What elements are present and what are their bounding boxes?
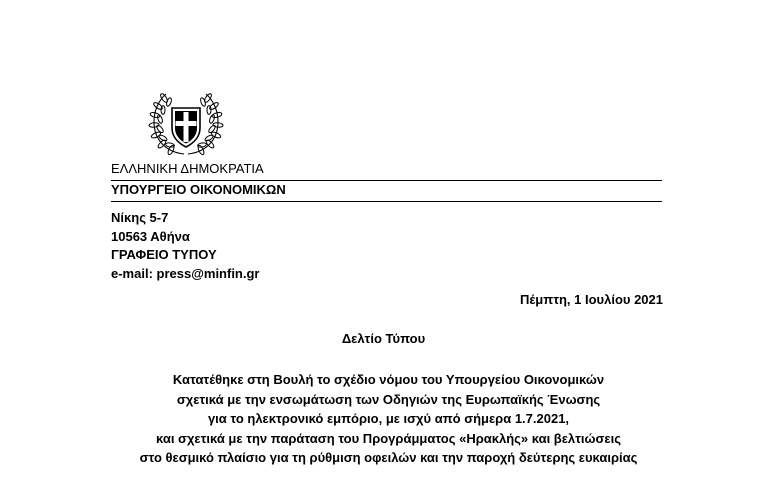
divider-bottom	[111, 201, 662, 202]
ministry-name: ΥΠΟΥΡΓΕΙΟ ΟΙΚΟΝΟΜΙΚΩΝ	[111, 182, 286, 197]
headline-line: για το ηλεκτρονικό εμπόριο, με ισχύ από σήμερα 1.7.2021,	[207, 411, 570, 427]
headline-line: Κατατέθηκε στη Βουλή το σχέδιο νόμου του Υπουργείου Οικονομικών	[172, 372, 605, 387]
republic-name: ΕΛΛΗΝΙΚΗ ΔΗΜΟΚΡΑΤΙΑ	[111, 161, 264, 176]
email-address: e-mail: press@minfin.gr	[111, 265, 260, 281]
press-release-date: Πέμπτη, 1 Ιουλίου 2021	[520, 292, 663, 307]
press-release-headline	[0, 370, 767, 468]
press-office: ΓΡΑΦΕΙΟ ΤΥΠΟΥ	[111, 247, 217, 262]
address-city: 10563 Αθήνα	[111, 228, 190, 244]
address-block	[111, 209, 662, 283]
document-type-title: Δελτίο Τύπου	[341, 331, 426, 346]
headline-line: και σχετικά με την παράταση του Προγράμματος «Ηρακλής» και βελτιώσεις	[156, 430, 621, 446]
headline-line: σχετικά με την ενσωμάτωση των Οδηγιών της Ευρωπαϊκής Ένωσης	[176, 391, 601, 407]
letterhead	[111, 160, 662, 283]
headline-line: στο θεσμικό πλαίσιο για τη ρύθμιση οφειλών και την παροχή δεύτερης ευκαιρίας	[139, 450, 638, 466]
address-street: Νίκης 5-7	[111, 210, 169, 225]
greek-coat-of-arms-icon	[144, 90, 228, 158]
